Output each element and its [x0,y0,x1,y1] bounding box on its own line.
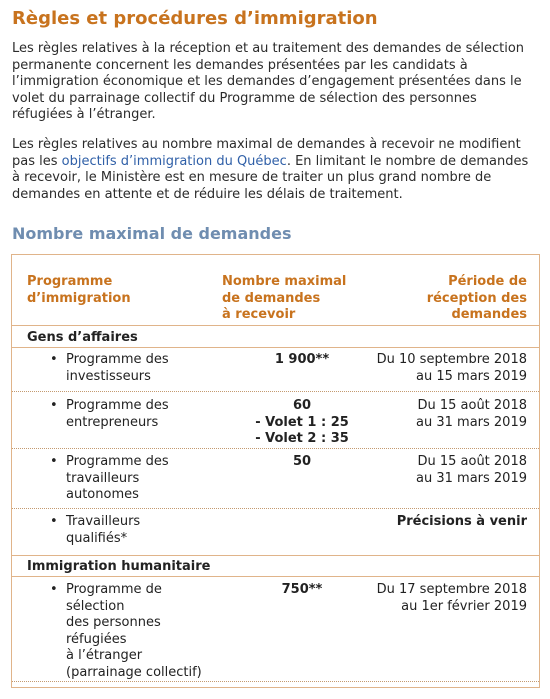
section-divider [12,347,539,348]
header-program: Programme d’immigration [27,274,131,306]
section-immigration-humanitaire: Immigration humanitaire [27,559,211,574]
period-refugies-parrainage: Du 17 septembre 2018 au 1er février 2019 [376,582,527,614]
bullet: • [50,582,58,597]
limits-text-end: . En limitant le nombre de demandes à recevoir, le Ministère est en mesure de traiter un plus grand nombre de demandes en attente et de réduire les délais de traitement. [12,153,529,202]
program-investisseurs: Programme des investisseurs [66,352,169,384]
row-divider [12,448,539,449]
row-divider [12,508,539,509]
period-travailleurs-autonomes: Du 15 août 2018 au 31 mars 2019 [416,454,527,486]
program-entrepreneurs: Programme des entrepreneurs [66,398,169,430]
row-divider [12,391,539,392]
header-max-requests: Nombre maximal de demandes à recevoir [222,274,347,322]
max-requests-table [11,254,540,688]
program-travailleurs-autonomes: Programme des travailleurs autonomes [66,454,169,502]
period-entrepreneurs: Du 15 août 2018 au 31 mars 2019 [416,398,527,430]
section-divider [12,555,539,556]
max-investisseurs: 1 900** [274,352,330,367]
max-entrepreneurs: 60 - Volet 1 : 25 - Volet 2 : 35 [255,398,349,446]
section-subtitle: Nombre maximal de demandes [12,224,292,243]
row-divider [12,681,539,682]
limits-paragraph [12,137,532,203]
limits-text-start: Les règles relatives au nombre maximal de demandes à recevoir ne modifient pas les [12,137,521,169]
page-title: Règles et procédures d’immigration [12,8,378,29]
section-divider [12,576,539,577]
header-period: Période de réception des demandes [426,274,527,322]
bullet: • [50,514,58,529]
program-travailleurs-qualifies: Travailleurs qualifiés* [66,514,141,546]
max-travailleurs-autonomes: 50 [292,454,312,469]
max-refugies-parrainage: 750** [281,582,323,597]
bullet: • [50,352,58,367]
bullet: • [50,398,58,413]
header-divider [12,325,539,326]
objectifs-immigration-link[interactable]: objectifs d’immigration du Québec [61,153,287,169]
bullet: • [50,454,58,469]
program-refugies-parrainage: Programme de sélection des personnes réfugiées à l’étranger (parrainage collectif) [66,582,202,680]
period-travailleurs-qualifies: Précisions à venir [396,514,527,529]
section-gens-affaires: Gens d’affaires [27,330,138,345]
period-investisseurs: Du 10 septembre 2018 au 15 mars 2019 [376,352,527,384]
intro-paragraph: Les règles relatives à la réception et au traitement des demandes de sélection permanente concernent les demandes présentées par les candidats à l’immigration économique et les demandes d’engagement présentées dans le volet du parrainage collectif du Programme de sélection des personnes réfugiées à l’étranger. [12,41,525,122]
